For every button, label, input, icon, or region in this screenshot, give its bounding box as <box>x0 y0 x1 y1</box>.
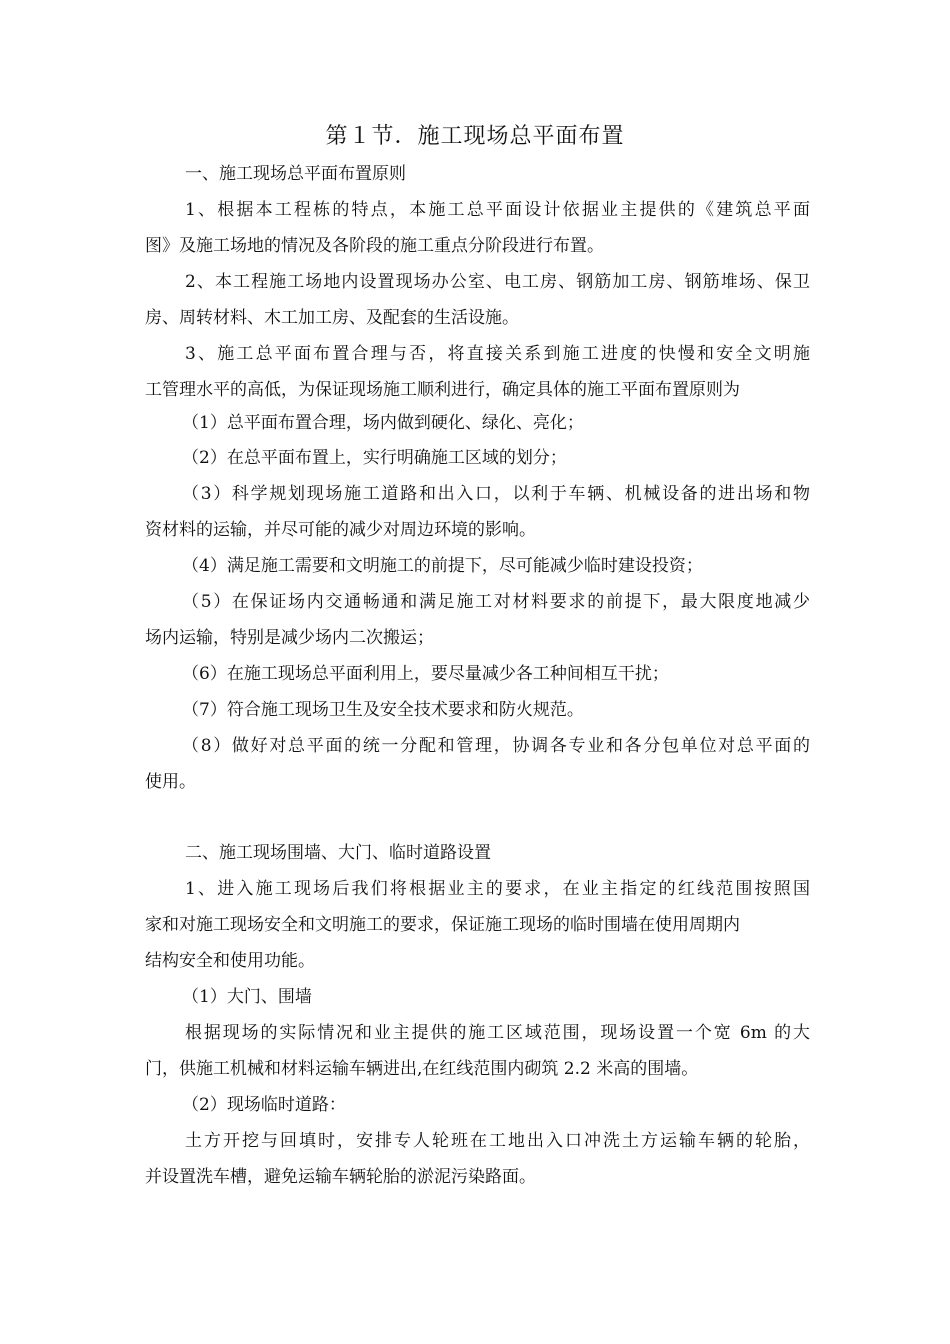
paragraph-line: 1、根据本工程栋的特点，本施工总平面设计依据业主提供的《建筑总平面 <box>185 200 810 220</box>
list-item: （5）在保证场内交通畅通和满足施工对材料要求的前提下，最大限度地减少 <box>182 592 810 612</box>
paragraph-line: 1、进入施工现场后我们将根据业主的要求，在业主指定的红线范围按照国 <box>185 879 810 899</box>
heading-2: 二、施工现场围墙、大门、临时道路设置 <box>185 843 491 863</box>
paragraph-line: 场内运输，特别是减少场内二次搬运； <box>145 628 434 648</box>
section-title: 第１节．施工现场总平面布置 <box>325 124 625 149</box>
list-item: （2）在总平面布置上，实行明确施工区域的划分； <box>182 448 567 468</box>
list-item: （3）科学规划现场施工道路和出入口，以利于车辆、机械设备的进出场和物 <box>182 484 810 504</box>
list-item: （7）符合施工现场卫生及安全技术要求和防火规范。 <box>182 700 584 720</box>
paragraph-line: 家和对施工现场安全和文明施工的要求，保证施工现场的临时围墙在使用周期内 <box>145 915 740 935</box>
paragraph-line: 根据现场的实际情况和业主提供的施工区域范围，现场设置一个宽 6m 的大 <box>185 1023 810 1043</box>
paragraph-line: 门，供施工机械和材料运输车辆进出,在红线范围内砌筑 2.2 米高的围墙。 <box>145 1059 699 1079</box>
list-item: （8）做好对总平面的统一分配和管理，协调各专业和各分包单位对总平面的 <box>182 736 810 756</box>
list-item: （1）大门、围墙 <box>182 987 312 1007</box>
paragraph-line: 并设置洗车槽，避免运输车辆轮胎的淤泥污染路面。 <box>145 1167 536 1187</box>
list-item: （2）现场临时道路： <box>182 1095 346 1115</box>
paragraph-line: 使用。 <box>145 772 196 792</box>
paragraph-line: 3、施工总平面布置合理与否，将直接关系到施工进度的快慢和安全文明施 <box>185 344 810 364</box>
heading-1: 一、施工现场总平面布置原则 <box>185 164 406 184</box>
paragraph-line: 工管理水平的高低，为保证现场施工顺利进行，确定具体的施工平面布置原则为 <box>145 380 740 400</box>
paragraph-line: 资材料的运输，并尽可能的减少对周边环境的影响。 <box>145 520 536 540</box>
paragraph-line: 图》及施工场地的情况及各阶段的施工重点分阶段进行布置。 <box>145 236 604 256</box>
list-item: （4）满足施工需要和文明施工的前提下，尽可能减少临时建设投资； <box>182 556 703 576</box>
paragraph-line: 房、周转材料、木工加工房、及配套的生活设施。 <box>145 308 519 328</box>
list-item: （1）总平面布置合理，场内做到硬化、绿化、亮化； <box>182 413 584 433</box>
paragraph-line: 结构安全和使用功能。 <box>145 951 315 971</box>
paragraph-line: 2、本工程施工场地内设置现场办公室、电工房、钢筋加工房、钢筋堆场、保卫 <box>185 272 810 292</box>
paragraph-line: 土方开挖与回填时，安排专人轮班在工地出入口冲洗土方运输车辆的轮胎， <box>185 1131 810 1151</box>
list-item: （6）在施工现场总平面利用上，要尽量减少各工种间相互干扰； <box>182 664 669 684</box>
